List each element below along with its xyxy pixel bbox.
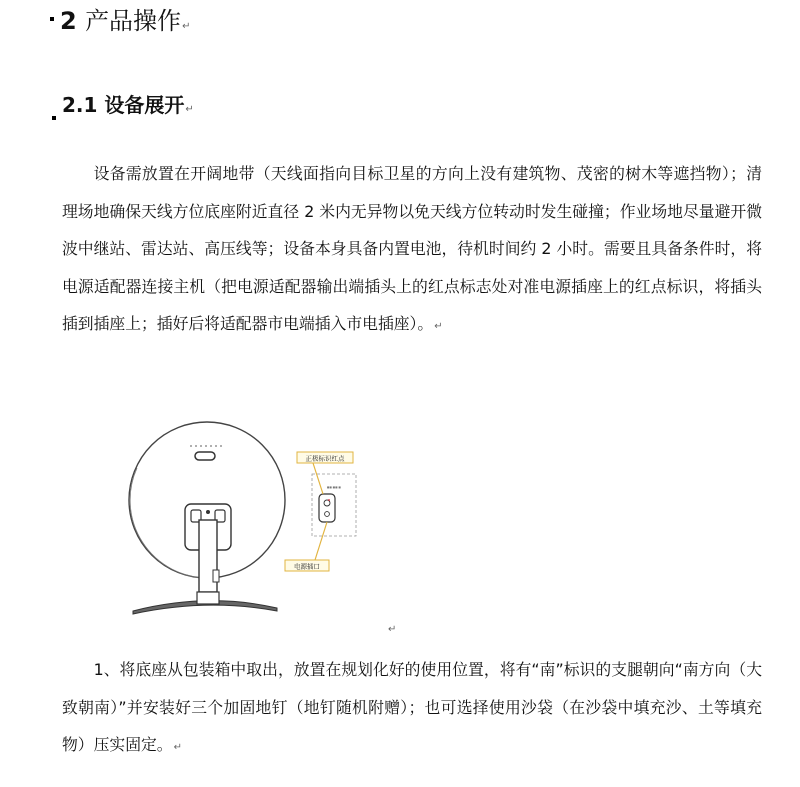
paragraph-mark: ↵ xyxy=(185,104,194,115)
power-button-icon xyxy=(195,452,215,460)
section-title: 产品操作 xyxy=(85,7,182,35)
heading-bullet xyxy=(50,17,54,21)
red-dot-icon xyxy=(328,499,330,501)
inset-small-label: ■■ ■■ ■ xyxy=(327,486,341,489)
paragraph-mark: ↵ xyxy=(434,321,443,333)
body-paragraph xyxy=(62,651,762,767)
callout-bottom-text: 电源插口 xyxy=(294,562,320,571)
section-number: 2 xyxy=(60,7,77,35)
paragraph-text: 设备需放置在开阔地带（天线面指向目标卫星的方向上没有建筑物、茂密的树木等遮挡物）；清理场地确保天线方位底座附近直径 2 米内无异物以免天线方位转动时发生碰撞；作业场地尽量避开微波中继站、雷达站、高压线等；设备本身具备内置电池，待机时间约 2 小时。需要且具备条件时，将电源适配器连接主机（把电源适配器输出端插头上的红点标志处对准电源插座上的红点标识，将插头插到插座上；插好后将适配器市电端插入市电插座）。 xyxy=(62,164,762,334)
callout-top-text: 正极标识红点 xyxy=(305,454,345,463)
power-socket xyxy=(319,494,335,522)
subsection-heading xyxy=(52,90,194,125)
paragraph-text: 1、将底座从包装箱中取出，放置在规划化好的使用位置，将有“南”标识的支腿朝向“南方向（大致朝南）”并安装好三个加固地钉（地钉随机附赠）；也可选择使用沙袋（在沙袋中填充沙、土等填充物）压实固定。 xyxy=(62,660,762,755)
subsection-number: 2.1 xyxy=(62,93,98,117)
antenna-figure xyxy=(125,408,365,618)
paragraph-mark: ↵ xyxy=(173,742,182,754)
body-paragraph xyxy=(62,155,762,346)
paragraph-mark: ↵ xyxy=(388,624,397,635)
section-heading xyxy=(50,4,190,44)
heading-bullet xyxy=(52,116,56,120)
paragraph-mark: ↵ xyxy=(182,21,191,32)
subsection-title: 设备展开 xyxy=(104,93,185,117)
